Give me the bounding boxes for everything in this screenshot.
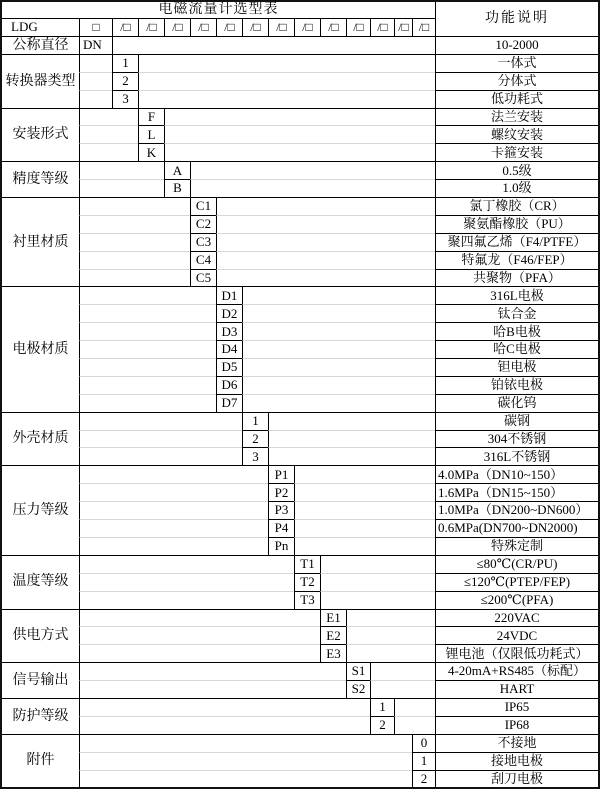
function-description-cell: 不接地 — [435, 734, 598, 752]
spacer-cell — [242, 286, 435, 304]
function-description-cell: 共聚物（PFA） — [435, 269, 598, 287]
category-name-cell: 外壳材质 — [2, 412, 79, 466]
function-description-cell: 10-2000 — [435, 36, 598, 54]
selection-code-cell: E3 — [320, 644, 346, 662]
function-description-cell: 聚四氟乙烯（F4/PTFE） — [435, 233, 598, 251]
model-code-slot: /□ — [394, 18, 412, 36]
spacer-cell — [79, 662, 346, 680]
spacer-cell — [79, 143, 138, 161]
spacer-cell — [294, 537, 435, 555]
spacer-cell — [79, 358, 216, 376]
selection-code-cell: 0 — [412, 734, 435, 752]
spacer-cell — [294, 519, 435, 537]
selection-code-cell: S2 — [346, 680, 370, 698]
spacer-cell — [394, 716, 435, 734]
spacer-cell — [79, 752, 412, 770]
selection-code-cell: Pn — [268, 537, 294, 555]
function-description-cell: 24VDC — [435, 626, 598, 644]
spacer-cell — [79, 770, 412, 788]
spacer-cell — [79, 340, 216, 358]
spacer-cell — [268, 430, 435, 448]
function-description-cell: 铂铱电极 — [435, 376, 598, 394]
selection-code-cell: 1 — [112, 54, 138, 72]
function-description-cell: IP68 — [435, 716, 598, 734]
spacer-cell — [79, 197, 190, 215]
spacer-cell — [216, 215, 435, 233]
spacer-cell — [216, 233, 435, 251]
selection-code-cell: C4 — [190, 251, 216, 269]
function-description-cell: 304不锈钢 — [435, 430, 598, 448]
spacer-cell — [79, 609, 320, 627]
spacer-cell — [79, 447, 242, 465]
function-description-cell: 1.0MPa（DN200~DN600） — [435, 501, 598, 519]
function-description-cell: 0.6MPa(DN700~DN2000) — [435, 519, 598, 537]
spacer-cell — [79, 430, 242, 448]
selection-code-cell: P2 — [268, 483, 294, 501]
spacer-cell — [216, 269, 435, 287]
function-description-cell: 316L电极 — [435, 286, 598, 304]
selection-code-cell: DN — [79, 36, 112, 54]
spacer-cell — [294, 501, 435, 519]
spacer-cell — [79, 233, 190, 251]
category-name-cell: 转换器类型 — [2, 54, 79, 108]
model-code-slot: /□ — [190, 18, 216, 36]
spacer-cell — [79, 90, 112, 108]
spacer-cell — [79, 376, 216, 394]
selection-code-cell: D3 — [216, 322, 242, 340]
function-description-cell: 特殊定制 — [435, 537, 598, 555]
selection-code-cell: B — [164, 179, 190, 197]
spacer-cell — [79, 555, 294, 573]
category-name-cell: 压力等级 — [2, 465, 79, 554]
category-name-cell: 精度等级 — [2, 161, 79, 197]
category-name-cell: 附件 — [2, 734, 79, 788]
function-description-cell: 1.6MPa（DN15~150） — [435, 483, 598, 501]
selection-table-grid — [2, 2, 598, 787]
category-name-cell: 防护等级 — [2, 698, 79, 734]
spacer-cell — [79, 54, 112, 72]
spacer-cell — [190, 179, 435, 197]
category-name-cell: 温度等级 — [2, 555, 79, 609]
spacer-cell — [242, 340, 435, 358]
function-description-cell: 316L不锈钢 — [435, 447, 598, 465]
selection-code-cell: P1 — [268, 465, 294, 483]
selection-code-cell: D5 — [216, 358, 242, 376]
function-description-cell: 钽电极 — [435, 358, 598, 376]
spacer-cell — [370, 662, 435, 680]
spacer-cell — [346, 609, 435, 627]
spacer-cell — [79, 483, 268, 501]
function-description-cell: 分体式 — [435, 72, 598, 90]
selection-code-cell: K — [138, 143, 164, 161]
spacer-cell — [242, 322, 435, 340]
selection-code-cell: P4 — [268, 519, 294, 537]
selection-code-cell: T3 — [294, 591, 320, 609]
selection-code-cell: C2 — [190, 215, 216, 233]
model-code-slot: /□ — [346, 18, 370, 36]
selection-code-cell: E2 — [320, 626, 346, 644]
spacer-cell — [346, 644, 435, 662]
function-description-cell: 钛合金 — [435, 304, 598, 322]
spacer-cell — [242, 304, 435, 322]
function-description-cell: 1.0级 — [435, 179, 598, 197]
spacer-cell — [394, 698, 435, 716]
selection-code-cell: 2 — [370, 716, 394, 734]
function-description-cell: 碳化钨 — [435, 394, 598, 412]
function-description-cell: 一体式 — [435, 54, 598, 72]
spacer-cell — [79, 537, 268, 555]
selection-code-cell: 2 — [112, 72, 138, 90]
spacer-cell — [79, 680, 346, 698]
model-code-slot: /□ — [320, 18, 346, 36]
function-description-cell: 哈B电极 — [435, 322, 598, 340]
spacer-cell — [79, 698, 370, 716]
function-description-cell: 刮刀电极 — [435, 770, 598, 788]
spacer-cell — [268, 447, 435, 465]
selection-code-cell: P3 — [268, 501, 294, 519]
spacer-cell — [242, 376, 435, 394]
selection-code-cell: 3 — [112, 90, 138, 108]
spacer-cell — [138, 54, 435, 72]
function-description-cell: ≤80℃(CR/PU) — [435, 555, 598, 573]
model-code-slot: /□ — [138, 18, 164, 36]
selection-code-cell: 2 — [412, 770, 435, 788]
function-description-cell: 氯丁橡胶（CR） — [435, 197, 598, 215]
selection-code-cell: F — [138, 108, 164, 126]
spacer-cell — [294, 483, 435, 501]
selection-code-cell: E1 — [320, 609, 346, 627]
function-description-cell: 螺纹安装 — [435, 125, 598, 143]
function-description-cell: 法兰安装 — [435, 108, 598, 126]
spacer-cell — [79, 644, 320, 662]
spacer-cell — [164, 125, 435, 143]
spacer-cell — [79, 591, 294, 609]
function-column-header: 功能说明 — [435, 2, 598, 36]
function-description-cell: 特氟龙（F46/FEP） — [435, 251, 598, 269]
spacer-cell — [320, 591, 435, 609]
category-name-cell: 电极材质 — [2, 286, 79, 411]
spacer-cell — [79, 125, 138, 143]
function-description-cell: 接地电极 — [435, 752, 598, 770]
function-description-cell: ≤120℃(PTEP/FEP) — [435, 573, 598, 591]
selection-code-cell: D2 — [216, 304, 242, 322]
selection-code-cell: C1 — [190, 197, 216, 215]
spacer-cell — [79, 626, 320, 644]
model-code-slot: /□ — [164, 18, 190, 36]
function-description-cell: 4.0MPa（DN10~150） — [435, 465, 598, 483]
category-name-cell: 供电方式 — [2, 609, 79, 663]
spacer-cell — [79, 179, 164, 197]
spacer-cell — [242, 358, 435, 376]
selection-code-cell: S1 — [346, 662, 370, 680]
selection-code-cell: D4 — [216, 340, 242, 358]
spacer-cell — [320, 573, 435, 591]
model-code-slot: /□ — [294, 18, 320, 36]
function-description-cell: 卡箍安装 — [435, 143, 598, 161]
category-name-cell: 公称直径 — [2, 36, 79, 54]
spacer-cell — [164, 108, 435, 126]
function-description-cell: 锂电池（仅限低功耗式） — [435, 644, 598, 662]
category-name-cell: 信号输出 — [2, 662, 79, 698]
function-description-cell: HART — [435, 680, 598, 698]
selection-code-cell: 1 — [242, 412, 268, 430]
table-title: 电磁流量计选型表 — [158, 2, 279, 18]
spacer-cell — [320, 555, 435, 573]
spacer-cell — [79, 394, 216, 412]
spacer-cell — [79, 269, 190, 287]
model-code-prefix: LDG — [2, 18, 79, 36]
selection-code-cell: D1 — [216, 286, 242, 304]
spacer-cell — [268, 412, 435, 430]
model-code-slot: /□ — [112, 18, 138, 36]
spacer-cell — [370, 680, 435, 698]
function-description-cell: 低功耗式 — [435, 90, 598, 108]
selection-code-cell: L — [138, 125, 164, 143]
selection-code-cell: A — [164, 161, 190, 179]
selection-code-cell: D6 — [216, 376, 242, 394]
selection-code-cell: C3 — [190, 233, 216, 251]
spacer-cell — [216, 197, 435, 215]
spacer-cell — [346, 626, 435, 644]
function-description-cell: 0.5级 — [435, 161, 598, 179]
function-description-cell: 哈C电极 — [435, 340, 598, 358]
function-description-cell: IP65 — [435, 698, 598, 716]
spacer-cell — [79, 322, 216, 340]
spacer-cell — [112, 36, 435, 54]
spacer-cell — [79, 215, 190, 233]
function-description-cell: 4-20mA+RS485（标配） — [435, 662, 598, 680]
spacer-cell — [79, 72, 112, 90]
spacer-cell — [79, 161, 164, 179]
selection-code-cell: 1 — [412, 752, 435, 770]
selection-code-cell: 3 — [242, 447, 268, 465]
spacer-cell — [216, 251, 435, 269]
category-name-cell: 安装形式 — [2, 108, 79, 162]
spacer-cell — [190, 161, 435, 179]
function-description-cell: 聚氨酯橡胶（PU） — [435, 215, 598, 233]
selection-code-cell: T1 — [294, 555, 320, 573]
spacer-cell — [242, 394, 435, 412]
spacer-cell — [164, 143, 435, 161]
function-description-cell: 220VAC — [435, 609, 598, 627]
model-code-slot: /□ — [268, 18, 294, 36]
selection-code-cell: 1 — [370, 698, 394, 716]
spacer-cell — [79, 573, 294, 591]
model-code-slot: /□ — [216, 18, 242, 36]
model-code-slot: /□ — [412, 18, 435, 36]
spacer-cell — [294, 465, 435, 483]
spacer-cell — [79, 286, 216, 304]
function-description-cell: ≤200℃(PFA) — [435, 591, 598, 609]
category-name-cell: 衬里材质 — [2, 197, 79, 286]
spacer-cell — [79, 501, 268, 519]
spacer-cell — [79, 519, 268, 537]
spacer-cell — [79, 734, 412, 752]
spacer-cell — [79, 251, 190, 269]
spacer-cell — [79, 465, 268, 483]
spacer-cell — [138, 72, 435, 90]
spacer-cell — [79, 412, 242, 430]
spacer-cell — [79, 716, 370, 734]
selection-code-cell: D7 — [216, 394, 242, 412]
spacer-cell — [138, 90, 435, 108]
selection-code-cell: C5 — [190, 269, 216, 287]
function-description-cell: 碳钢 — [435, 412, 598, 430]
spacer-cell — [79, 108, 138, 126]
spacer-cell — [79, 304, 216, 322]
selection-code-cell: 2 — [242, 430, 268, 448]
model-code-slot: /□ — [370, 18, 394, 36]
model-code-slot: /□ — [242, 18, 268, 36]
model-code-box: □ — [79, 18, 112, 36]
selection-code-cell: T2 — [294, 573, 320, 591]
